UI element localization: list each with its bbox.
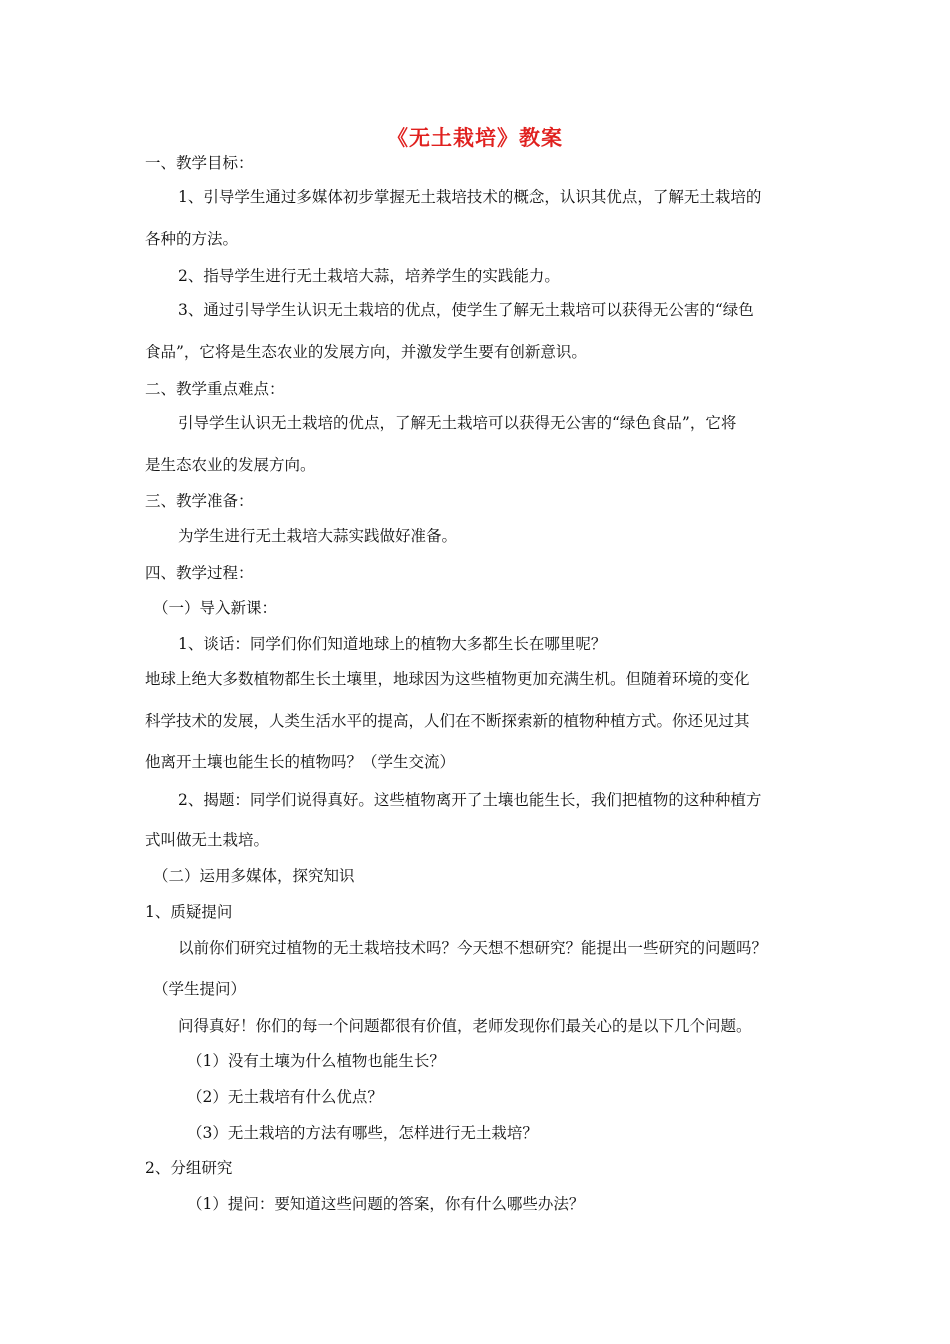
paragraph-line: 地球上绝大多数植物都生长土壤里，地球因为这些植物更加充满生机。但随着环境的变化: [145, 670, 750, 688]
paragraph-line: 各种的方法。: [145, 230, 239, 248]
paragraph-line: （学生提问）: [153, 980, 247, 998]
document-title: 《无土栽培》教案: [387, 125, 563, 150]
paragraph-line: 1、引导学生通过多媒体初步掌握无土栽培技术的概念，认识其优点，了解无土栽培的: [178, 188, 762, 206]
paragraph-line: 为学生进行无土栽培大蒜实践做好准备。: [178, 527, 458, 545]
section-heading-process: 四、教学过程：: [145, 564, 254, 582]
paragraph-line: 引导学生认识无土栽培的优点，了解无土栽培可以获得无公害的“绿色食品”，它将: [178, 414, 737, 432]
section-heading-preparation: 三、教学准备：: [145, 492, 254, 510]
item-heading-group-research: 2、分组研究: [145, 1159, 233, 1177]
paragraph-line: 他离开土壤也能生长的植物吗？（学生交流）: [145, 753, 456, 771]
paragraph-line: 2、揭题：同学们说得真好。这些植物离开了土壤也能生长，我们把植物的这种种植方: [178, 791, 762, 809]
subsection-heading-multimedia: （二）运用多媒体，探究知识: [153, 867, 355, 885]
list-item: （3）无土栽培的方法有哪些，怎样进行无土栽培？: [187, 1124, 538, 1142]
paragraph-line: 问得真好！你们的每一个问题都很有价值，老师发现你们最关心的是以下几个问题。: [178, 1017, 752, 1035]
list-item: （2）无土栽培有什么优点？: [187, 1088, 383, 1106]
list-item: （1）没有土壤为什么植物也能生长？: [187, 1052, 445, 1070]
subsection-heading-intro: （一）导入新课：: [153, 599, 278, 617]
section-heading-key-points: 二、教学重点难点：: [145, 380, 285, 398]
paragraph-line: 食品”，它将是生态农业的发展方向，并激发学生要有创新意识。: [145, 343, 587, 361]
paragraph-line: 式叫做无土栽培。: [145, 831, 270, 849]
paragraph-line: 3、通过引导学生认识无土栽培的优点，使学生了解无土栽培可以获得无公害的“绿色: [178, 301, 754, 319]
list-item: （1）提问：要知道这些问题的答案，你有什么哪些办法？: [187, 1195, 585, 1213]
paragraph-line: 1、谈话：同学们你们知道地球上的植物大多都生长在哪里呢？: [178, 635, 607, 653]
paragraph-line: 以前你们研究过植物的无土栽培技术吗？今天想不想研究？能提出一些研究的问题吗？: [178, 939, 768, 957]
paragraph-line: 科学技术的发展，人类生活水平的提高，人们在不断探索新的植物种植方式。你还见过其: [145, 712, 750, 730]
paragraph-line: 2、指导学生进行无土栽培大蒜，培养学生的实践能力。: [178, 267, 560, 285]
paragraph-line: 是生态农业的发展方向。: [145, 456, 316, 474]
item-heading-questioning: 1、质疑提问: [145, 903, 233, 921]
section-heading-objectives: 一、教学目标：: [145, 154, 254, 172]
